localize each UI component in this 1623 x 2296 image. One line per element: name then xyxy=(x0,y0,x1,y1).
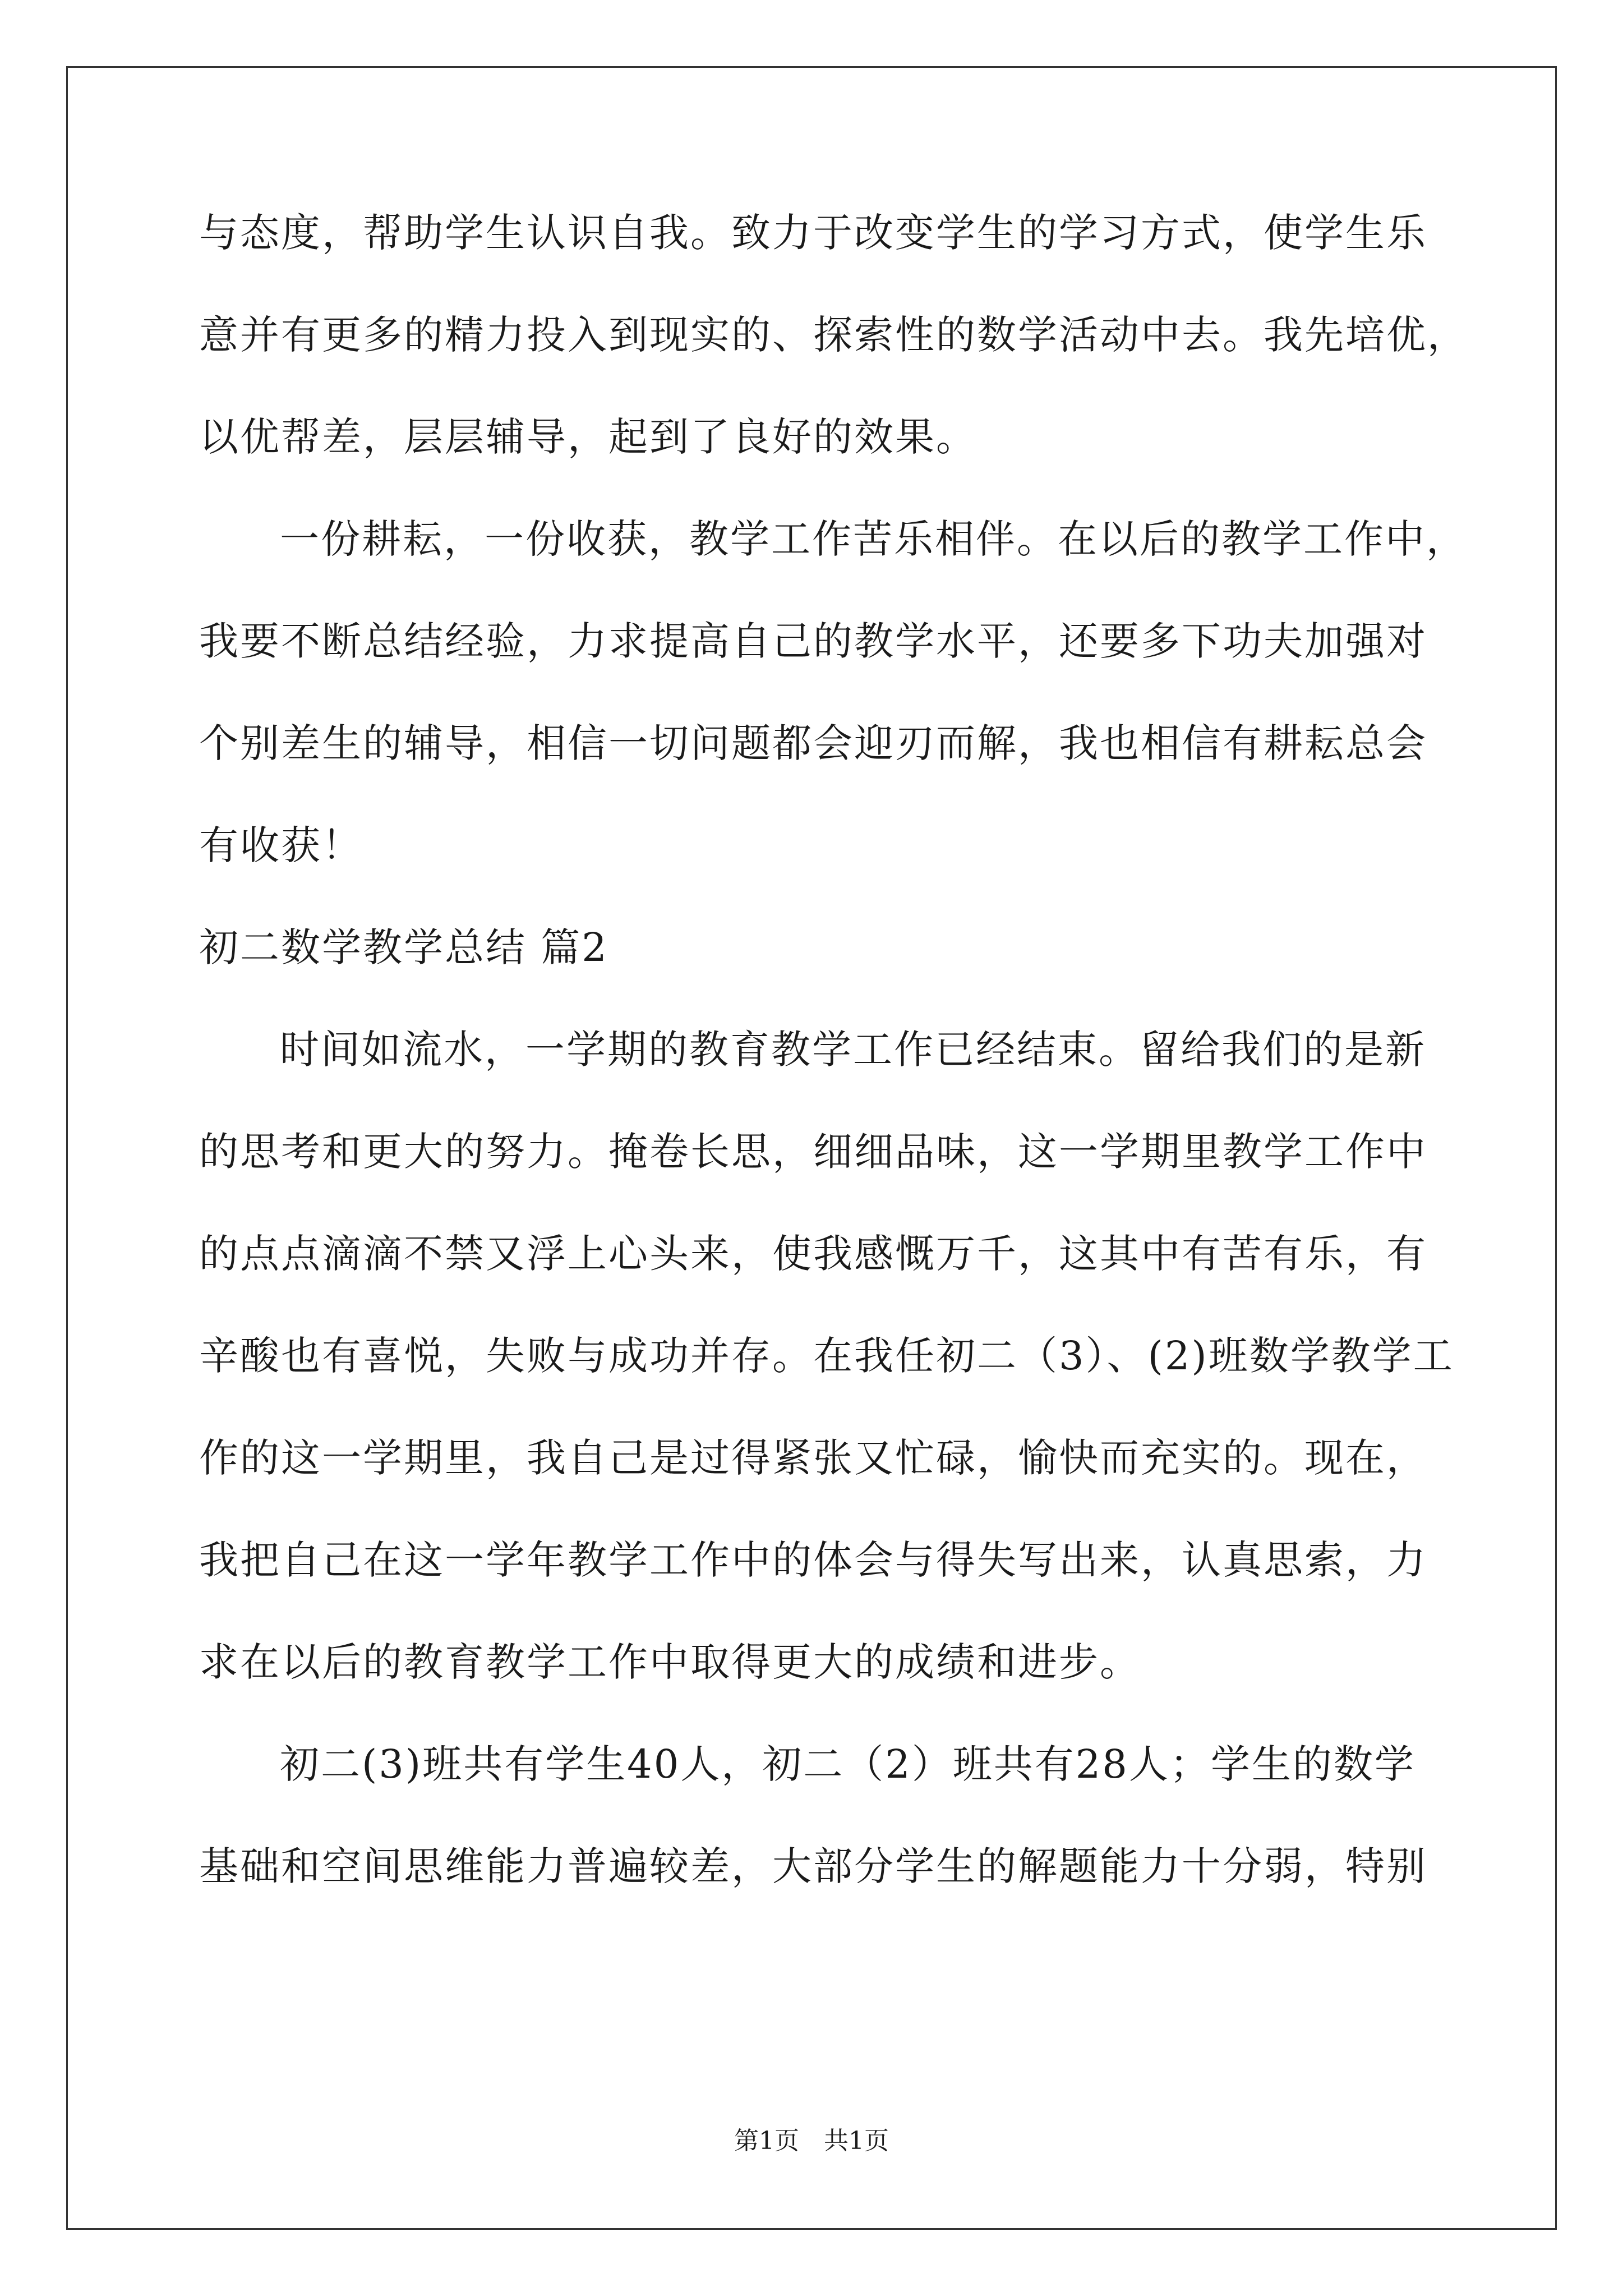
page-number: 第1页 xyxy=(734,2127,799,2155)
paragraph-line: 时间如流水，一学期的教育教学工作已经结束。留给我们的是新 xyxy=(280,1027,1426,1073)
paragraph-line: 意并有更多的精力投入到现实的、探索性的数学活动中去。我先培优， xyxy=(199,312,1468,358)
paragraph-line: 我把自己在这一学年教学工作中的体会与得失写出来，认真思索，力 xyxy=(199,1537,1427,1583)
paragraph-line: 我要不断总结经验，力求提高自己的教学水平，还要多下功夫加强对 xyxy=(199,618,1427,664)
paragraph-line: 的思考和更大的努力。掩卷长思，细细品味，这一学期里教学工作中 xyxy=(199,1129,1427,1175)
page-total: 共1页 xyxy=(824,2127,889,2155)
paragraph-line: 的点点滴滴不禁又浮上心头来，使我感慨万千，这其中有苦有乐，有 xyxy=(199,1231,1427,1277)
paragraph-line: 以优帮差，层层辅导，起到了良好的效果。 xyxy=(199,414,977,460)
paragraph-line: 基础和空间思维能力普遍较差，大部分学生的解题能力十分弱，特别 xyxy=(199,1843,1427,1889)
paragraph-line: 作的这一学期里，我自己是过得紧张又忙碌，愉快而充实的。现在， xyxy=(199,1435,1427,1481)
page-footer xyxy=(0,2129,1623,2154)
paragraph-line: 初二(3)班共有学生40人，初二（2）班共有28人；学生的数学 xyxy=(280,1741,1415,1787)
paragraph-line: 与态度，帮助学生认识自我。致力于改变学生的学习方式，使学生乐 xyxy=(199,210,1427,256)
paragraph-line: 求在以后的教育教学工作中取得更大的成绩和进步。 xyxy=(199,1639,1141,1685)
paragraph-line: 有收获！ xyxy=(199,822,363,868)
section-heading: 初二数学教学总结 篇2 xyxy=(199,924,608,970)
paragraph-line: 一份耕耘，一份收获，教学工作苦乐相伴。在以后的教学工作中， xyxy=(280,516,1467,562)
paragraph-line: 辛酸也有喜悦，失败与成功并存。在我任初二（3）、(2)班数学教学工 xyxy=(199,1333,1454,1379)
paragraph-line: 个别差生的辅导，相信一切问题都会迎刃而解，我也相信有耕耘总会 xyxy=(199,720,1427,766)
